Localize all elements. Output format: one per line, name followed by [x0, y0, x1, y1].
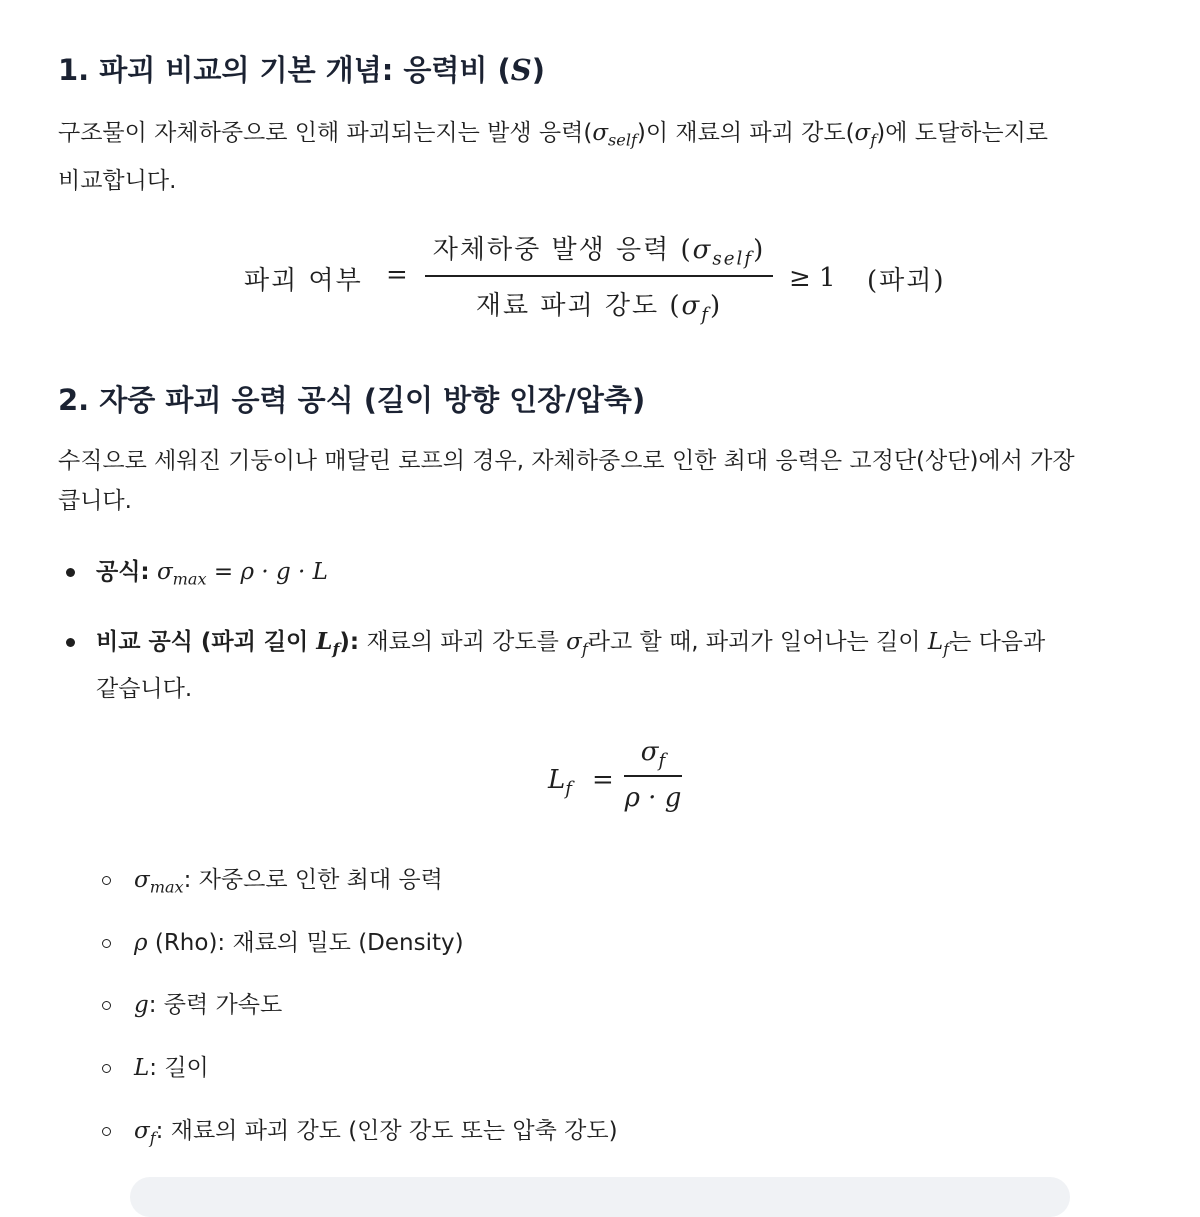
- bullet-icon: [66, 638, 75, 647]
- section1-heading: [58, 48, 545, 89]
- definition-item-sigma-max: $\sigma_{max}$: 자중으로 인한 최대 응력: [58, 860, 443, 908]
- equation2-fraction: [624, 737, 682, 813]
- fraction-denominator: 재료 파괴 강도 $(\sigma_f)$: [475, 291, 723, 326]
- section2-paragraph: 수직으로 세워진 기둥이나 매달린 로프의 경우, 자체하중으로 인한 최대 응력은 고정단(상단)에서 가장 큽니다.: [58, 448, 1075, 514]
- circle-bullet-icon: [102, 1001, 111, 1010]
- equation2-equals: =: [592, 765, 614, 795]
- circle-bullet-icon: [102, 939, 111, 948]
- sigma-symbol: σ: [854, 120, 871, 146]
- formula-bullet-list: [58, 552, 1148, 709]
- list-item-comparison-formula: 비교 공식 (파괴 길이 $L_f$): 재료의 파괴 강도를 $\sigma_f$라고 할 때, 파괴가 일어나는 길이 $L_f$는 다음과 같습니다.: [58, 622, 1148, 710]
- definition-item-length: L: 길이: [58, 1048, 209, 1088]
- failure-ratio-equation: [58, 225, 1148, 335]
- equation2-lhs: $L_f$: [548, 765, 572, 800]
- table-container-edge: [130, 1177, 1070, 1217]
- bullet-icon: [66, 568, 75, 577]
- circle-bullet-icon: [102, 1064, 111, 1073]
- equation-fraction: [425, 229, 773, 326]
- section1-heading-text: 1. 파괴 비교의 기본 개념: 응력비 (: [58, 53, 511, 87]
- equation-inequality: ≥ 1: [789, 263, 836, 293]
- formula-rhs: = ρ · g · L: [213, 559, 328, 585]
- definition-item-g: g: 중력 가속도: [58, 985, 282, 1025]
- fraction2-denominator: ρ · g: [624, 783, 682, 814]
- section1-heading-close: ): [531, 53, 546, 87]
- list-item-formula: 공식: $\sigma_{max} = \rho \cdot g \cdot L$: [58, 552, 1148, 600]
- definition-item-rho: ρ (Rho): 재료의 밀도 (Density): [58, 923, 464, 963]
- equation-lhs: 파괴 여부: [244, 266, 363, 296]
- equation-note: (파괴): [867, 266, 946, 296]
- fraction-numerator: 자체하중 발생 응력 $(\sigma_{self})$: [432, 235, 766, 270]
- fraction-bar: [425, 275, 773, 277]
- definition-item-sigma-f: $\sigma_f$: 재료의 파괴 강도 (인장 강도 또는 압축 강도): [58, 1111, 618, 1159]
- equation-equals: =: [386, 260, 408, 290]
- circle-bullet-icon: [102, 1127, 111, 1136]
- section1-paragraph: 구조물이 자체하중으로 인해 파괴되는지는 발생 응력$(\sigma_{self})$이 재료의 파괴 강도$(\sigma_f)$에 도달하는지로 비교합니다.: [58, 120, 1049, 194]
- fraction2-numerator: $\sigma_f$: [640, 737, 666, 772]
- section2-heading: 2. 자중 파괴 응력 공식 (길이 방향 인장/압축): [58, 383, 646, 417]
- failure-length-equation: [58, 735, 1148, 825]
- fraction2-bar: [624, 775, 682, 777]
- stress-ratio-symbol: S: [510, 53, 532, 87]
- sigma-symbol: σ: [592, 120, 609, 146]
- circle-bullet-icon: [102, 876, 111, 885]
